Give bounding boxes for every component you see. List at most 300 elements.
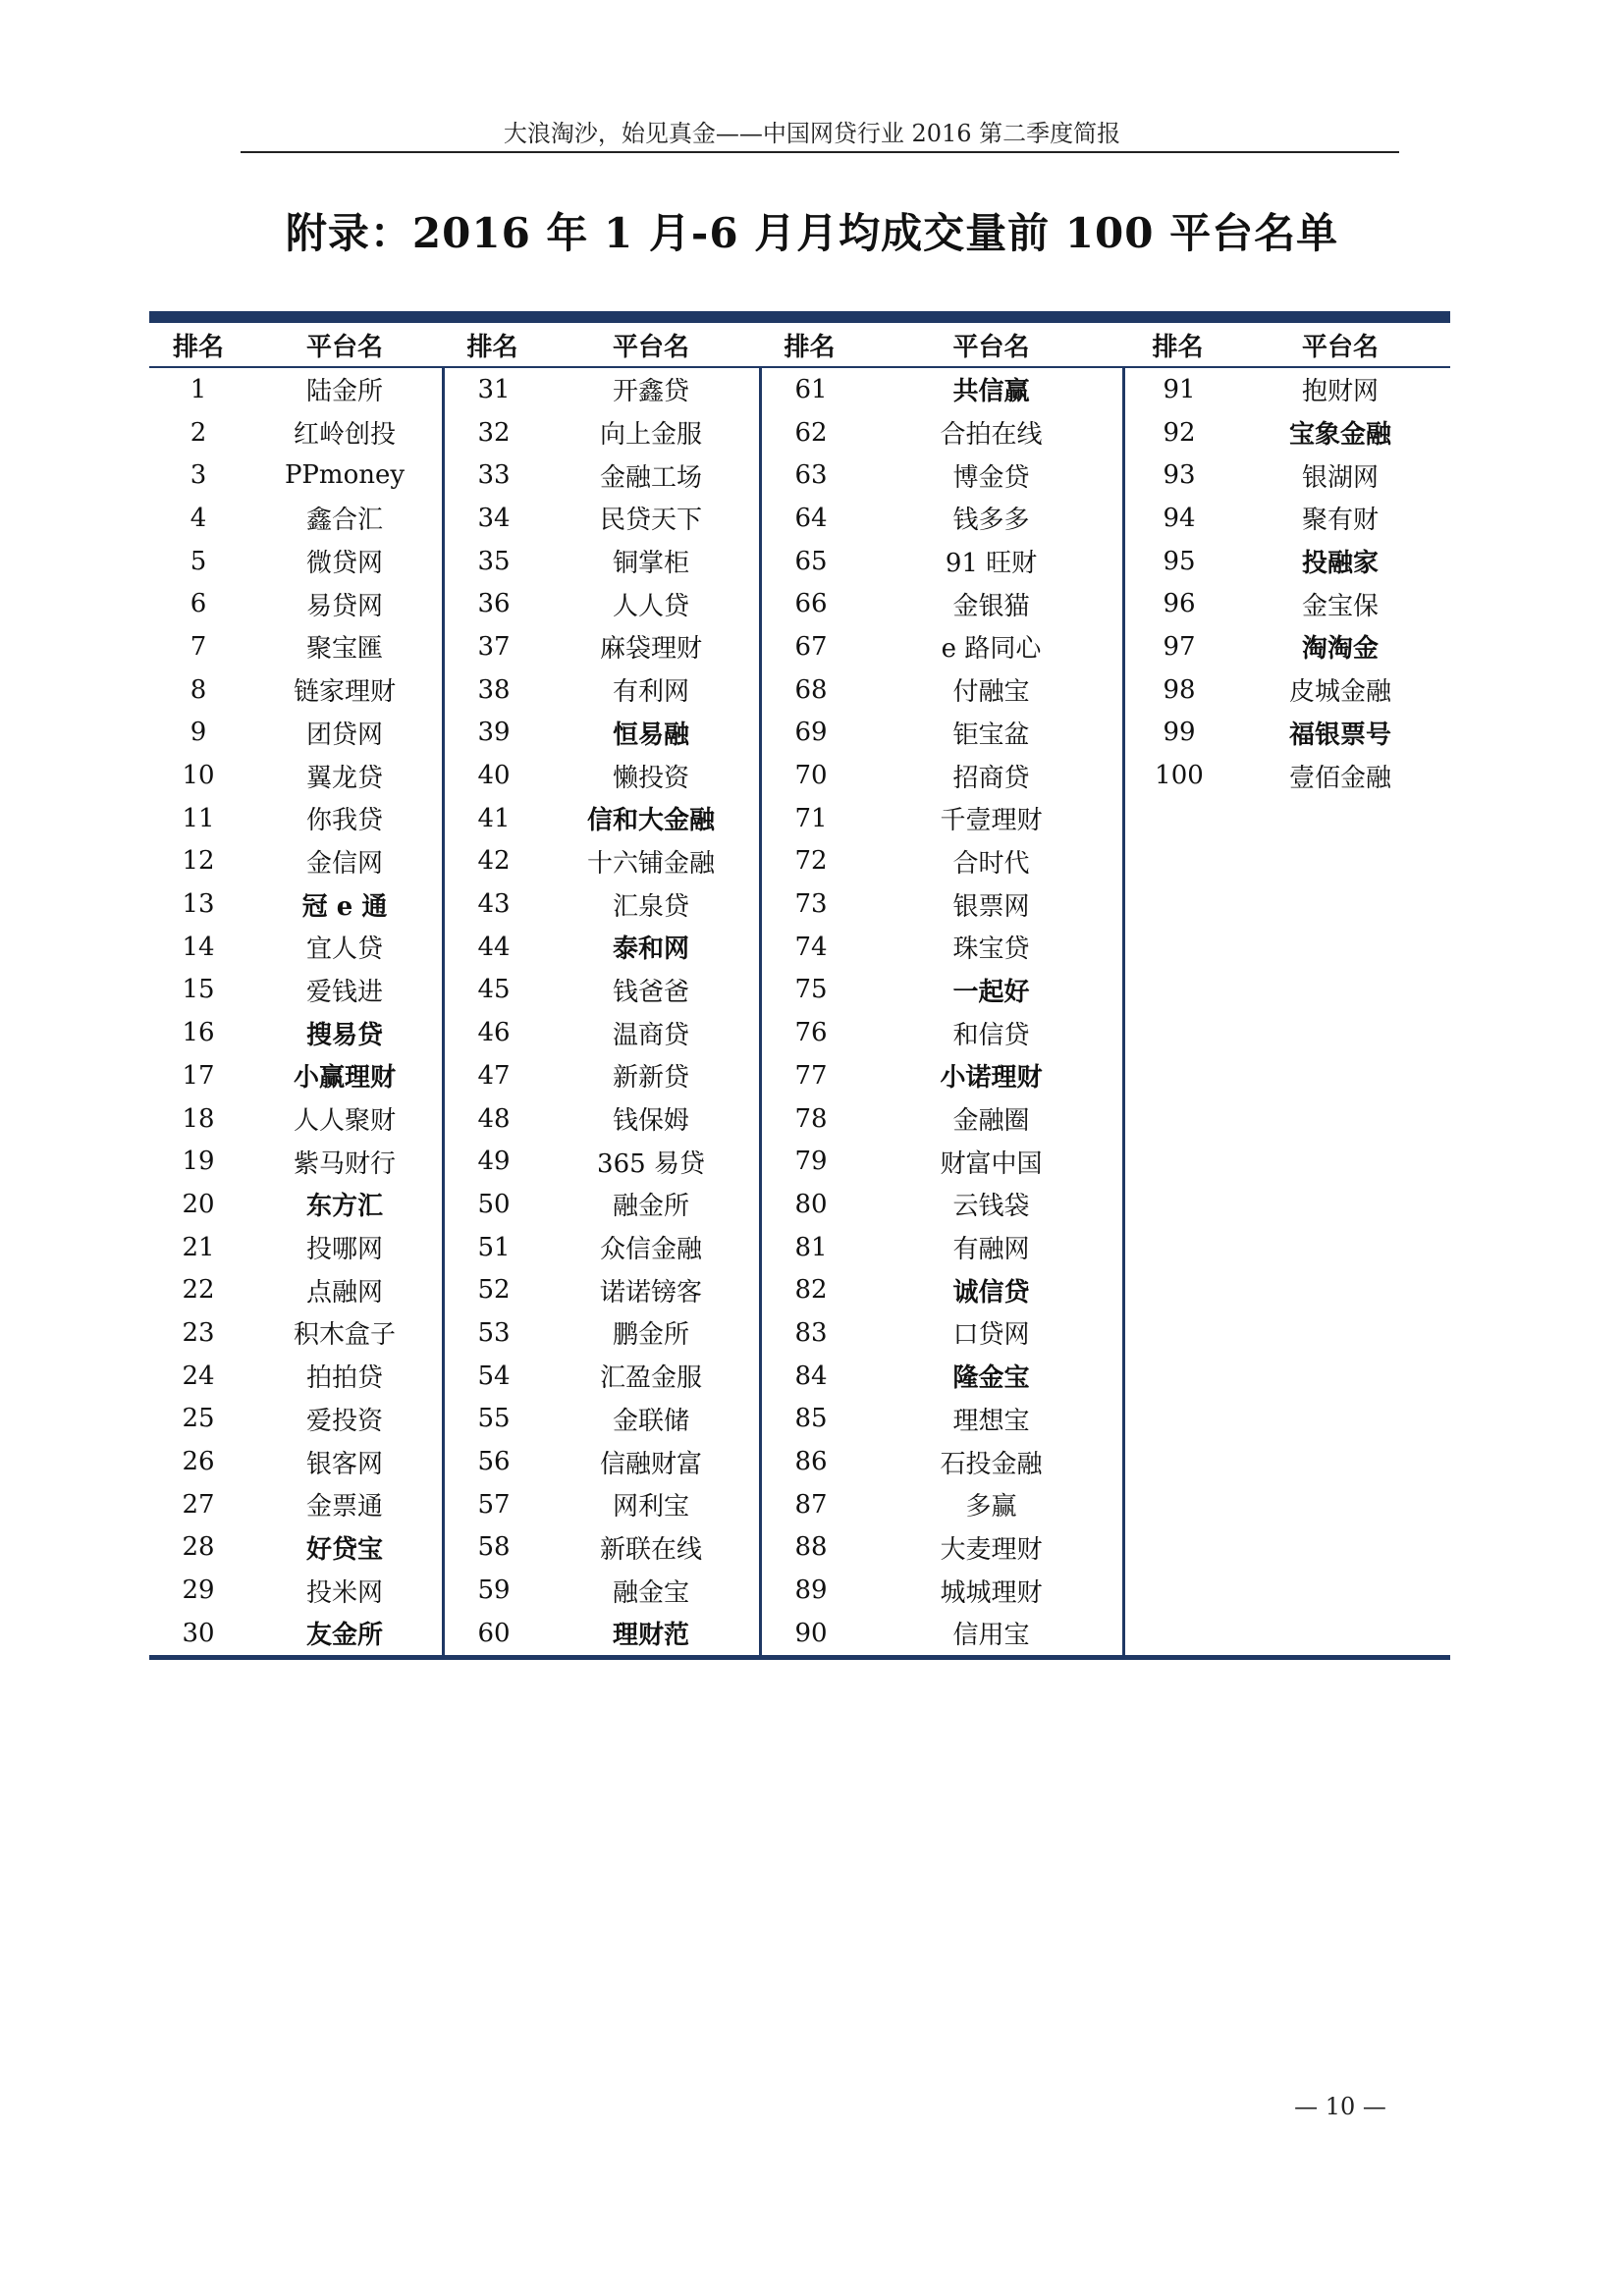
platform-name-cell: 鑫合汇 <box>305 506 383 536</box>
rank-cell: 22 <box>182 1275 215 1306</box>
table-row <box>1125 625 1447 668</box>
platform-name-cell: 积木盒子 <box>293 1320 396 1351</box>
platform-name-cell: 信融财富 <box>599 1449 702 1479</box>
rank-cell: 58 <box>477 1532 511 1563</box>
platform-name-cell: 一起好 <box>952 977 1030 1007</box>
rank-cell: 40 <box>477 761 511 791</box>
platform-name-cell: 拍拍贷 <box>305 1363 383 1394</box>
table-row <box>1125 1311 1447 1355</box>
table-row <box>1125 1226 1447 1269</box>
table-row <box>762 882 1122 926</box>
table-row <box>762 1311 1122 1355</box>
table-row <box>445 882 759 926</box>
header-rank: 排名 <box>1152 332 1204 362</box>
table-row <box>149 1183 442 1226</box>
table-row <box>445 1140 759 1183</box>
table-row <box>762 712 1122 755</box>
rank-cell: 12 <box>182 846 215 877</box>
table-row <box>149 712 442 755</box>
rank-cell: 84 <box>794 1361 828 1391</box>
table-row <box>445 454 759 497</box>
table-row <box>149 497 442 540</box>
platform-name-cell: 向上金服 <box>599 420 702 451</box>
platform-name-cell: 紫马财行 <box>293 1148 396 1179</box>
rank-cell: 100 <box>1155 761 1204 791</box>
rank-cell: 3 <box>189 460 207 491</box>
rank-cell: 59 <box>477 1575 511 1606</box>
platform-name-cell: 付融宝 <box>952 677 1030 708</box>
rank-cell: 30 <box>182 1618 215 1648</box>
rank-cell: 66 <box>794 589 828 619</box>
platform-name-cell: 理想宝 <box>952 1406 1030 1436</box>
table-row <box>762 797 1122 840</box>
rank-cell: 82 <box>794 1275 828 1306</box>
platform-name-cell: e 路同心 <box>941 634 1042 665</box>
table-column-group <box>762 368 1125 1655</box>
page-number: — 10 — <box>1294 2093 1386 2120</box>
table-row <box>1125 1054 1447 1097</box>
rank-cell: 79 <box>794 1147 828 1177</box>
platform-name-cell: 壹佰金融 <box>1288 763 1391 793</box>
rank-cell: 24 <box>182 1361 215 1391</box>
platform-name-cell: 91 旺财 <box>945 549 1038 579</box>
platform-name-cell: 金信网 <box>305 848 383 879</box>
rank-cell: 91 <box>1163 374 1196 404</box>
platform-name-cell: 投米网 <box>305 1577 383 1608</box>
platform-name-cell: 铜掌柜 <box>612 549 689 579</box>
platform-name-cell: 银票网 <box>952 891 1030 922</box>
platform-name-cell: 金银猫 <box>952 591 1030 621</box>
table-row <box>1125 454 1447 497</box>
table-column-group <box>445 368 762 1655</box>
platform-name-cell: 隆金宝 <box>952 1363 1030 1394</box>
table-row <box>1125 797 1447 840</box>
table-row <box>1125 1569 1447 1612</box>
platform-name-cell: 共信赢 <box>952 377 1030 407</box>
table-row <box>149 411 442 454</box>
table-row <box>1125 668 1447 712</box>
table-row <box>149 454 442 497</box>
rank-cell: 54 <box>477 1361 511 1391</box>
platform-name-cell: 爱钱进 <box>305 977 383 1007</box>
table-row <box>762 969 1122 1012</box>
platform-name-cell: 红岭创投 <box>293 420 396 451</box>
table-row <box>149 1398 442 1441</box>
platform-name-cell: 链家理财 <box>293 677 396 708</box>
table-row <box>149 926 442 969</box>
rank-cell: 47 <box>477 1060 511 1091</box>
rank-cell: 28 <box>182 1532 215 1563</box>
rank-cell: 50 <box>477 1189 511 1219</box>
platform-name-cell: 金宝保 <box>1301 591 1379 621</box>
rank-cell: 37 <box>477 631 511 662</box>
table-row <box>149 1268 442 1311</box>
table-row <box>762 1398 1122 1441</box>
table-row <box>762 1011 1122 1054</box>
rank-cell: 49 <box>477 1147 511 1177</box>
rank-cell: 95 <box>1163 546 1196 576</box>
rank-cell: 18 <box>182 1103 215 1134</box>
rank-cell: 56 <box>477 1447 511 1477</box>
table-row <box>1125 1483 1447 1526</box>
platform-name-cell: 投融家 <box>1301 549 1379 579</box>
rank-cell: 15 <box>182 975 215 1005</box>
rank-cell: 16 <box>182 1018 215 1048</box>
table-row <box>445 754 759 797</box>
platform-name-cell: 开鑫贷 <box>612 377 689 407</box>
platform-name-cell: 新联在线 <box>599 1534 702 1565</box>
table-row <box>445 1226 759 1269</box>
table-row <box>1125 1011 1447 1054</box>
table-row <box>762 1054 1122 1097</box>
platform-name-cell: 恒易融 <box>612 720 689 750</box>
table-row <box>762 1526 1122 1570</box>
rank-cell: 20 <box>182 1189 215 1219</box>
rank-cell: 90 <box>794 1618 828 1648</box>
table-row <box>1125 1440 1447 1483</box>
rank-cell: 69 <box>794 718 828 748</box>
rank-cell: 43 <box>477 889 511 920</box>
table-row <box>445 1355 759 1398</box>
rank-cell: 64 <box>794 503 828 533</box>
table-row <box>445 840 759 883</box>
rank-cell: 88 <box>794 1532 828 1563</box>
table-row <box>762 1097 1122 1141</box>
platform-name-cell: 信和大金融 <box>586 806 715 836</box>
table-row <box>762 1183 1122 1226</box>
table-row <box>149 1140 442 1183</box>
header-rank: 排名 <box>784 332 836 362</box>
table-row <box>1125 882 1447 926</box>
rank-cell: 74 <box>794 932 828 962</box>
table-row <box>762 411 1122 454</box>
table-row <box>762 1440 1122 1483</box>
rank-cell: 9 <box>189 718 207 748</box>
table-row <box>762 497 1122 540</box>
platform-name-cell: 泰和网 <box>612 934 689 965</box>
table-row <box>445 1268 759 1311</box>
platform-name-cell: 你我贷 <box>305 806 383 836</box>
table-row <box>149 368 442 411</box>
platform-name-cell: PPmoney <box>284 460 406 491</box>
header-rank: 排名 <box>172 332 224 362</box>
platform-name-cell: 抱财网 <box>1301 377 1379 407</box>
platform-name-cell: 诺诺镑客 <box>599 1277 702 1308</box>
rank-cell: 68 <box>794 674 828 705</box>
platform-name-cell: 小诺理财 <box>940 1063 1043 1094</box>
platform-name-cell: 淘淘金 <box>1301 634 1379 665</box>
table-row <box>445 368 759 411</box>
rank-cell: 72 <box>794 846 828 877</box>
platform-name-cell: 合拍在线 <box>940 420 1043 451</box>
table-row <box>762 1569 1122 1612</box>
table-row <box>762 926 1122 969</box>
platform-name-cell: 微贷网 <box>305 549 383 579</box>
table-row <box>1125 969 1447 1012</box>
rank-cell: 25 <box>182 1404 215 1434</box>
table-row <box>1125 1526 1447 1570</box>
platform-name-cell: 云钱袋 <box>952 1192 1030 1222</box>
table-row <box>1125 1268 1447 1311</box>
table-row <box>1125 840 1447 883</box>
platform-name-cell: 金融工场 <box>599 462 702 493</box>
platform-name-cell: 易贷网 <box>305 591 383 621</box>
table-row <box>445 411 759 454</box>
platform-name-cell: 和信贷 <box>952 1020 1030 1050</box>
rank-cell: 19 <box>182 1147 215 1177</box>
rank-cell: 45 <box>477 975 511 1005</box>
table-row <box>762 625 1122 668</box>
platform-name-cell: 钜宝盆 <box>952 720 1030 750</box>
table-row <box>762 1483 1122 1526</box>
table-row <box>762 540 1122 583</box>
table-row <box>445 1483 759 1526</box>
table-row <box>1125 712 1447 755</box>
table-row <box>149 1097 442 1141</box>
rank-cell: 80 <box>794 1189 828 1219</box>
rank-cell: 2 <box>189 417 207 448</box>
table-row <box>445 1097 759 1141</box>
rank-cell: 71 <box>794 803 828 833</box>
platform-name-cell: 宝象金融 <box>1288 420 1391 451</box>
table-row <box>445 1311 759 1355</box>
table-row <box>1125 497 1447 540</box>
rank-cell: 96 <box>1163 589 1196 619</box>
table-row <box>149 1569 442 1612</box>
rank-cell: 75 <box>794 975 828 1005</box>
platform-name-cell: 宜人贷 <box>305 934 383 965</box>
rank-cell: 10 <box>182 761 215 791</box>
rank-cell: 55 <box>477 1404 511 1434</box>
platform-name-cell: 钱爸爸 <box>612 977 689 1007</box>
table-row <box>1125 368 1447 411</box>
platform-name-cell: 搜易贷 <box>305 1020 383 1050</box>
rank-cell: 31 <box>477 374 511 404</box>
rank-cell: 85 <box>794 1404 828 1434</box>
table-row <box>1125 582 1447 625</box>
platform-name-cell: 鹏金所 <box>612 1320 689 1351</box>
rank-cell: 94 <box>1163 503 1196 533</box>
rank-cell: 42 <box>477 846 511 877</box>
rank-cell: 38 <box>477 674 511 705</box>
table-row <box>762 754 1122 797</box>
rank-cell: 17 <box>182 1060 215 1091</box>
table-header-row <box>149 323 1450 368</box>
table-top-rule <box>149 311 1450 323</box>
rank-cell: 4 <box>189 503 207 533</box>
platform-name-cell: 麻袋理财 <box>599 634 702 665</box>
platform-name-cell: 团贷网 <box>305 720 383 750</box>
table-row <box>1125 926 1447 969</box>
rank-cell: 36 <box>477 589 511 619</box>
platform-name-cell: 新新贷 <box>612 1063 689 1094</box>
header-name: 平台名 <box>305 332 383 362</box>
table-column-group <box>1125 368 1447 1655</box>
table-bottom-rule <box>149 1655 1450 1660</box>
table-row <box>1125 540 1447 583</box>
platform-name-cell: 好贷宝 <box>305 1534 383 1565</box>
platform-name-cell: 民贷天下 <box>599 506 702 536</box>
rank-cell: 86 <box>794 1447 828 1477</box>
rank-cell: 32 <box>477 417 511 448</box>
platform-name-cell: 聚有财 <box>1301 506 1379 536</box>
header-name: 平台名 <box>1301 332 1379 362</box>
platform-name-cell: 友金所 <box>305 1621 383 1651</box>
table-row <box>149 1011 442 1054</box>
platform-name-cell: 爱投资 <box>305 1406 383 1436</box>
rank-cell: 87 <box>794 1489 828 1520</box>
table-row <box>445 540 759 583</box>
rank-cell: 11 <box>182 803 215 833</box>
rank-cell: 41 <box>477 803 511 833</box>
table-row <box>762 840 1122 883</box>
table-row <box>762 1268 1122 1311</box>
rank-cell: 26 <box>182 1447 215 1477</box>
header-divider <box>241 151 1399 153</box>
table-row <box>762 668 1122 712</box>
rank-cell: 81 <box>794 1232 828 1262</box>
platform-name-cell: 皮城金融 <box>1288 677 1391 708</box>
platform-name-cell: 聚宝匯 <box>305 634 383 665</box>
table-row <box>149 1054 442 1097</box>
table-row <box>149 797 442 840</box>
rank-cell: 48 <box>477 1103 511 1134</box>
rank-cell: 46 <box>477 1018 511 1048</box>
rank-cell: 1 <box>189 374 207 404</box>
rank-cell: 39 <box>477 718 511 748</box>
rank-cell: 35 <box>477 546 511 576</box>
table-row <box>149 668 442 712</box>
table-row <box>762 1226 1122 1269</box>
table-row <box>149 1440 442 1483</box>
table-body <box>149 368 1450 1655</box>
table-row <box>445 1526 759 1570</box>
table-row <box>1125 1097 1447 1141</box>
table-row <box>445 1011 759 1054</box>
rank-cell: 67 <box>794 631 828 662</box>
rank-cell: 14 <box>182 932 215 962</box>
rank-cell: 99 <box>1163 718 1196 748</box>
platform-name-cell: 招商贷 <box>952 763 1030 793</box>
table-row <box>149 1355 442 1398</box>
rank-cell: 63 <box>794 460 828 491</box>
table-row <box>445 969 759 1012</box>
rank-cell: 78 <box>794 1103 828 1134</box>
table-row <box>445 1183 759 1226</box>
platform-name-cell: 懒投资 <box>612 763 689 793</box>
table-row <box>445 1440 759 1483</box>
platform-name-cell: 温商贷 <box>612 1020 689 1050</box>
rank-cell: 62 <box>794 417 828 448</box>
platform-name-cell: 汇泉贷 <box>612 891 689 922</box>
rank-cell: 92 <box>1163 417 1196 448</box>
platform-name-cell: 有利网 <box>612 677 689 708</box>
table-row <box>445 1054 759 1097</box>
table-row <box>445 797 759 840</box>
platform-name-cell: 石投金融 <box>940 1449 1043 1479</box>
table-row <box>445 926 759 969</box>
platform-name-cell: 银客网 <box>305 1449 383 1479</box>
platform-name-cell: 365 易贷 <box>597 1148 705 1179</box>
table-row <box>149 1483 442 1526</box>
platform-name-cell: 福银票号 <box>1288 720 1391 750</box>
platform-name-cell: 城城理财 <box>940 1577 1043 1608</box>
table-row <box>445 497 759 540</box>
platform-name-cell: 有融网 <box>952 1235 1030 1265</box>
rank-cell: 60 <box>477 1618 511 1648</box>
rank-cell: 6 <box>189 589 207 619</box>
rank-cell: 61 <box>794 374 828 404</box>
rank-cell: 27 <box>182 1489 215 1520</box>
table-row <box>1125 1355 1447 1398</box>
platform-name-cell: 金融圈 <box>952 1106 1030 1137</box>
rank-cell: 51 <box>477 1232 511 1262</box>
header-name: 平台名 <box>952 332 1030 362</box>
platform-name-cell: 财富中国 <box>940 1148 1043 1179</box>
table-row <box>149 840 442 883</box>
rank-cell: 21 <box>182 1232 215 1262</box>
table-row <box>762 368 1122 411</box>
platform-name-cell: 金联储 <box>612 1406 689 1436</box>
platform-name-cell: 理财范 <box>612 1621 689 1651</box>
rank-cell: 57 <box>477 1489 511 1520</box>
table-row <box>1125 754 1447 797</box>
platform-name-cell: 网利宝 <box>612 1492 689 1522</box>
table-row <box>762 1612 1122 1655</box>
running-header: 大浪淘沙，始见真金——中国网贷行业 2016 第二季度简报 <box>503 120 1121 147</box>
rank-cell: 23 <box>182 1317 215 1348</box>
rank-cell: 5 <box>189 546 207 576</box>
table-row <box>149 540 442 583</box>
rank-cell: 89 <box>794 1575 828 1606</box>
header-rank: 排名 <box>466 332 518 362</box>
table-row <box>445 1612 759 1655</box>
rank-cell: 83 <box>794 1317 828 1348</box>
table-row <box>445 1569 759 1612</box>
platform-name-cell: 人人聚财 <box>293 1106 396 1137</box>
rank-cell: 97 <box>1163 631 1196 662</box>
platform-name-cell: 人人贷 <box>612 591 689 621</box>
platform-name-cell: 小赢理财 <box>293 1063 396 1094</box>
rank-cell: 44 <box>477 932 511 962</box>
table-row <box>1125 411 1447 454</box>
platform-name-cell: 口贷网 <box>952 1320 1030 1351</box>
ranking-table <box>149 311 1450 1660</box>
rank-cell: 76 <box>794 1018 828 1048</box>
header-name: 平台名 <box>612 332 689 362</box>
table-row <box>149 1526 442 1570</box>
rank-cell: 34 <box>477 503 511 533</box>
platform-name-cell: 银湖网 <box>1301 462 1379 493</box>
table-column-group <box>149 368 445 1655</box>
platform-name-cell: 金票通 <box>305 1492 383 1522</box>
platform-name-cell: 钱保姆 <box>612 1106 689 1137</box>
platform-name-cell: 信用宝 <box>952 1621 1030 1651</box>
rank-cell: 70 <box>794 761 828 791</box>
table-row <box>149 882 442 926</box>
page-title: 附录：2016 年 1 月-6 月月均成交量前 100 平台名单 <box>285 209 1339 257</box>
table-row <box>149 625 442 668</box>
rank-cell: 33 <box>477 460 511 491</box>
table-row <box>445 1398 759 1441</box>
rank-cell: 73 <box>794 889 828 920</box>
platform-name-cell: 千壹理财 <box>940 806 1043 836</box>
table-row <box>762 454 1122 497</box>
table-row <box>445 712 759 755</box>
rank-cell: 65 <box>794 546 828 576</box>
platform-name-cell: 博金贷 <box>952 462 1030 493</box>
rank-cell: 13 <box>182 889 215 920</box>
